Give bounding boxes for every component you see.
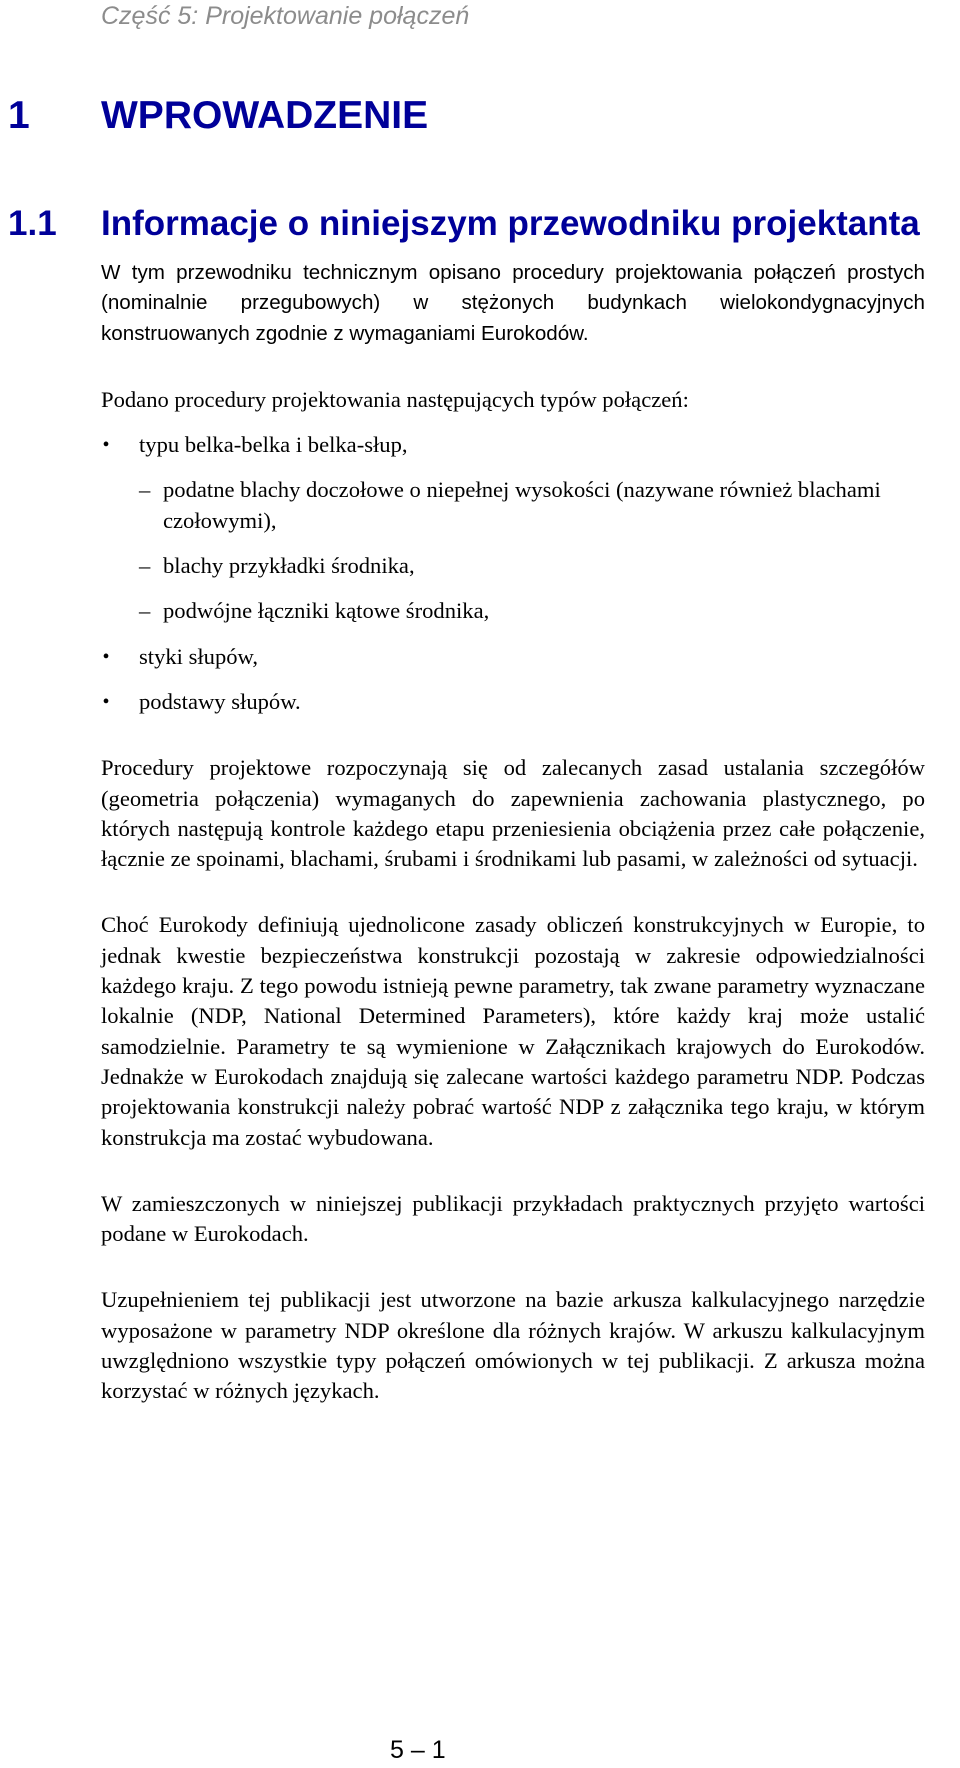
sub-list-item-text: podwójne łączniki kątowe środnika, — [163, 598, 490, 624]
section-title: Informacje o niniejszym przewodniku projektanta — [101, 204, 920, 243]
bullet-icon: • — [102, 645, 110, 668]
list-item — [101, 642, 925, 672]
sub-list-item — [101, 475, 925, 536]
spreadsheet-paragraph: Uzupełnieniem tej publikacji jest utworzone na bazie arkusza kalkulacyjnego narzędzie wyposażone w parametry NDP określone dla różnych krajów. W arkuszu kalkulacyjnym uwzględniono wszystkie typy połączeń omówionych w tej publikacji. Z arkusza można korzystać w różnych językach. — [101, 1287, 925, 1404]
chapter-number: 1 — [8, 94, 30, 137]
bullet-icon: • — [102, 434, 110, 457]
intro-paragraph: W tym przewodniku technicznym opisano procedury projektowania połączeń prostych (nominalnie przegubowych) w stężonych budynkach wielokondygnacyjnych konstruowanych zgodnie z wymaganiami Eurokodów. — [101, 261, 925, 345]
list-item-text: styki słupów, — [139, 643, 259, 669]
list-item-text: podstawy słupów. — [139, 688, 301, 714]
list-intro-paragraph: Podano procedury projektowania następujących typów połączeń: — [101, 386, 689, 412]
sub-list-item-text: podatne blachy doczołowe o niepełnej wysokości (nazywane również blachami czołowymi), — [163, 477, 881, 533]
dash-icon: – — [139, 477, 151, 503]
chapter-title: WPROWADZENIE — [101, 94, 429, 137]
body-text — [101, 258, 925, 1407]
bullet-icon: • — [102, 690, 110, 713]
procedures-paragraph: Procedury projektowe rozpoczynają się od zalecanych zasad ustalania szczegółów (geometria połączenia) wymaganych do zapewnienia zachowania plastycznego, po których następują kontrole każdego etapu przeniesienia obciążenia przez całe połączenie, łącznie ze spoinami, blachami, śrubami i środnikami lub pasami, w zależności od sytuacji. — [101, 755, 925, 872]
eurocodes-paragraph: Choć Eurokody definiują ujednolicone zasady obliczeń konstrukcyjnych w Europie, to jednak kwestie bezpieczeństwa konstrukcji pozostają w zakresie odpowiedzialności każdego kraju. Z tego powodu istnieją pewne parametry, tak zwane parametry wyznaczane lokalnie (NDP, National Determined Parameters), które każdy kraj może ustalić samodzielnie. Parametry te są wymienione w Załącznikach krajowych do Eurokodów. Jednakże w Eurokodach znajdują się zalecane wartości każdego parametru NDP. Podczas projektowania konstrukcji należy pobrać wartość NDP z załącznika tego kraju, w którym konstrukcja ma zostać wybudowana. — [101, 912, 925, 1150]
running-header: Część 5: Projektowanie połączeń — [101, 2, 470, 30]
sub-list-item — [101, 551, 925, 581]
connection-types-list — [101, 430, 925, 717]
sub-list-item — [101, 596, 925, 626]
list-item — [101, 687, 925, 717]
chapter-heading — [8, 91, 428, 141]
page-number: 5 – 1 — [390, 1736, 446, 1764]
list-item-text: typu belka-belka i belka-słup, — [139, 432, 408, 458]
section-heading — [8, 202, 920, 246]
dash-icon: – — [139, 598, 151, 624]
examples-paragraph: W zamieszczonych w niniejszej publikacji przykładach praktycznych przyjęto wartości podane w Eurokodach. — [101, 1190, 925, 1247]
sub-list-item-text: blachy przykładki środnika, — [163, 553, 415, 579]
sub-list — [101, 475, 925, 626]
dash-icon: – — [139, 553, 151, 579]
list-item — [101, 430, 925, 626]
section-number: 1.1 — [8, 204, 57, 243]
